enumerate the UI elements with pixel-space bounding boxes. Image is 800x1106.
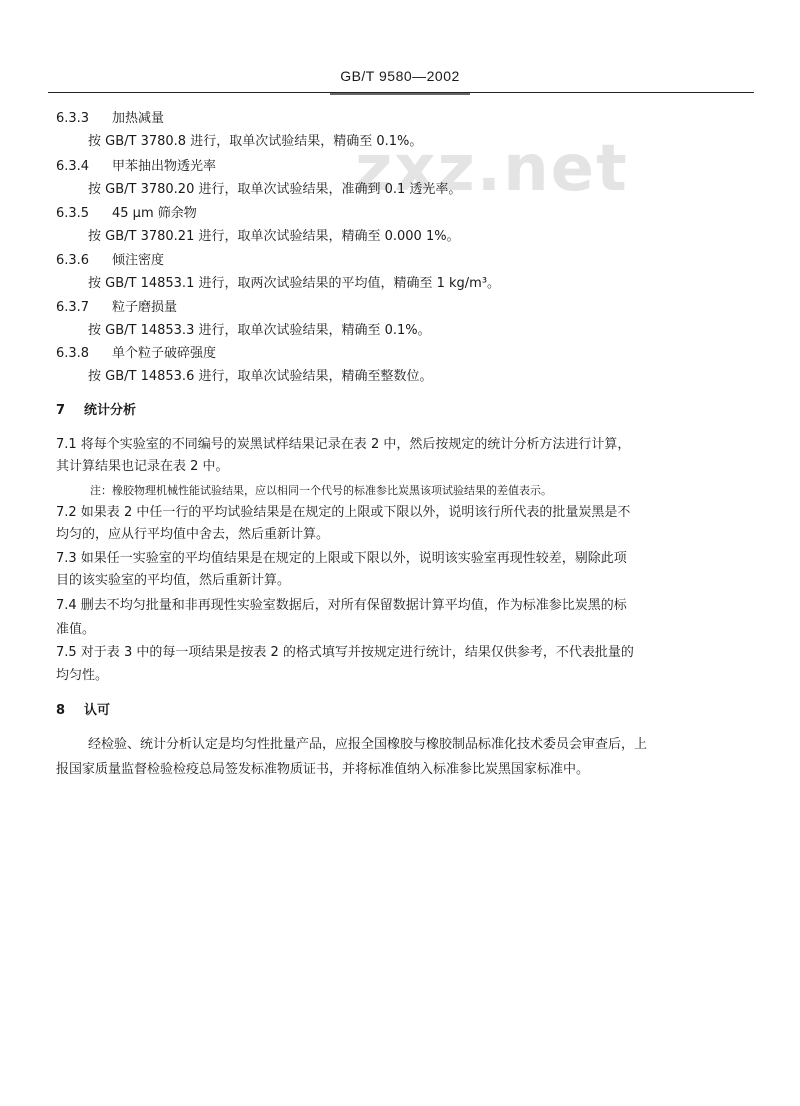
item-body: 按 GB/T 14853.1 进行，取两次试验结果的平均值，精确至 1 kg/m³。 bbox=[88, 276, 501, 291]
item-body: 按 GB/T 14853.3 进行，取单次试验结果，精确至 0.1%。 bbox=[88, 323, 431, 338]
section-heading bbox=[56, 703, 110, 719]
item-body: 按 GB/T 3780.20 进行，取单次试验结果，准确到 0.1 透光率。 bbox=[88, 182, 462, 197]
item-title: 粒子磨损量 bbox=[112, 300, 178, 315]
section-title: 认可 bbox=[84, 703, 111, 718]
item-title: 倾注密度 bbox=[112, 253, 165, 268]
section-number: 8 bbox=[56, 703, 66, 718]
paragraph-line: 7.3 如果任一实验室的平均值结果是在规定的上限或下限以外，说明该实验室再现性较差，剔除此项 bbox=[56, 551, 627, 566]
paragraph-line: 准值。 bbox=[56, 622, 96, 637]
paragraph-line: 报国家质量监督检验检疫总局签发标准物质证书，并将标准值纳入标准参比炭黑国家标准中。 bbox=[56, 762, 590, 777]
page-header: GB/T 9580—2002 bbox=[340, 68, 460, 84]
item-body: 按 GB/T 14853.6 进行，取单次试验结果，精确至整数位。 bbox=[88, 369, 433, 384]
paragraph-line: 经检验、统计分析认定是均匀性批量产品，应报全国橡胶与橡胶制品标准化技术委员会审查后，上 bbox=[88, 737, 648, 752]
item-body: 按 GB/T 3780.21 进行，取单次试验结果，精确至 0.000 1%。 bbox=[88, 229, 460, 244]
item-heading bbox=[56, 300, 177, 316]
header-rule-accent bbox=[330, 93, 470, 95]
item-number: 6.3.8 bbox=[56, 346, 90, 361]
paragraph-line: 7.2 如果表 2 中任一行的平均试验结果是在规定的上限或下限以外，说明该行所代表的批量炭黑是不 bbox=[56, 505, 631, 520]
item-title: 45 μm 筛余物 bbox=[112, 206, 197, 221]
paragraph-line: 均匀的，应从行平均值中舍去，然后重新计算。 bbox=[56, 527, 330, 542]
item-number: 6.3.6 bbox=[56, 253, 90, 268]
section-heading bbox=[56, 403, 136, 419]
item-heading bbox=[56, 253, 164, 269]
paragraph-line: 目的该实验室的平均值，然后重新计算。 bbox=[56, 573, 291, 588]
item-title: 加热减量 bbox=[112, 111, 165, 126]
section-number: 7 bbox=[56, 403, 66, 418]
item-number: 6.3.7 bbox=[56, 300, 90, 315]
item-heading bbox=[56, 159, 216, 175]
paragraph-line: 其计算结果也记录在表 2 中。 bbox=[56, 459, 229, 474]
paragraph-line: 7.4 删去不均匀批量和非再现性实验室数据后，对所有保留数据计算平均值，作为标准参比炭黑的标 bbox=[56, 598, 627, 613]
item-body: 按 GB/T 3780.8 进行，取单次试验结果，精确至 0.1%。 bbox=[88, 134, 423, 149]
item-heading bbox=[56, 111, 164, 127]
paragraph-line: 均匀性。 bbox=[56, 668, 109, 683]
item-heading bbox=[56, 206, 197, 222]
item-heading bbox=[56, 346, 216, 362]
paragraph-line: 7.5 对于表 3 中的每一项结果是按表 2 的格式填写并按规定进行统计，结果仅供参考，不代表批量的 bbox=[56, 645, 634, 660]
watermark: zxz.net bbox=[355, 132, 629, 206]
item-title: 甲苯抽出物透光率 bbox=[112, 159, 217, 174]
item-number: 6.3.5 bbox=[56, 206, 90, 221]
item-number: 6.3.4 bbox=[56, 159, 90, 174]
note: 注：橡胶物理机械性能试验结果，应以相同一个代号的标准参比炭黑该项试验结果的差值表示。 bbox=[90, 484, 552, 497]
paragraph-line: 7.1 将每个实验室的不同编号的炭黑试样结果记录在表 2 中，然后按规定的统计分析方法进行计算， bbox=[56, 437, 631, 452]
section-title: 统计分析 bbox=[84, 403, 137, 418]
item-title: 单个粒子破碎强度 bbox=[112, 346, 217, 361]
item-number: 6.3.3 bbox=[56, 111, 90, 126]
